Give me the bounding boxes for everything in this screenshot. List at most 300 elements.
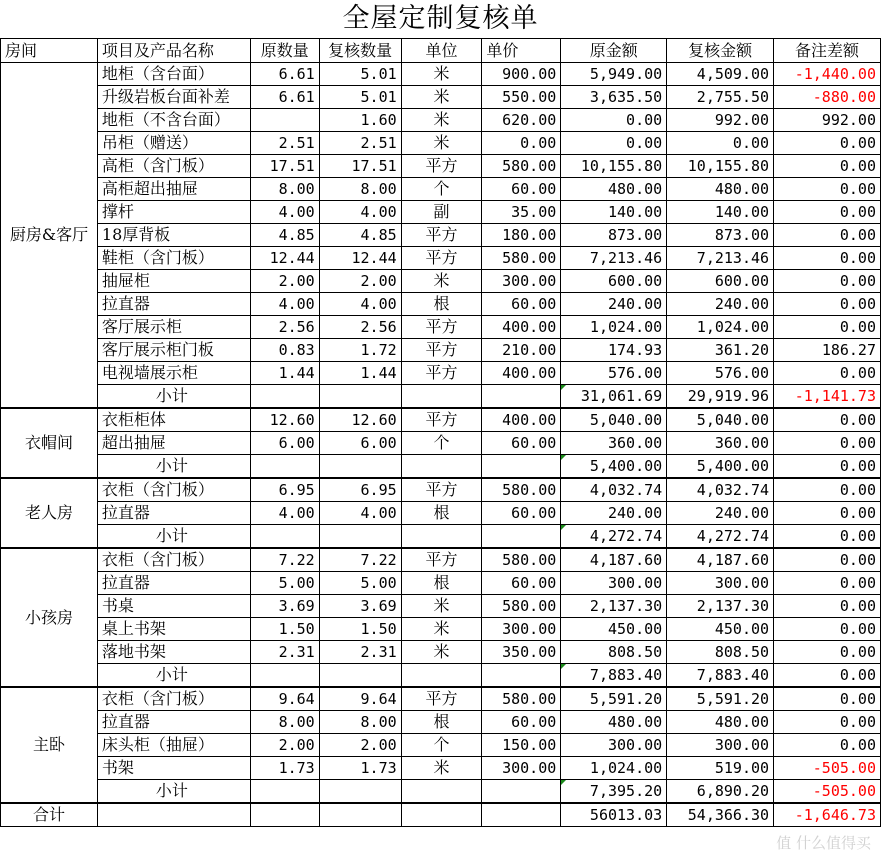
table-row (1, 316, 881, 339)
unit[interactable]: 平方 (401, 687, 482, 711)
diff-amount[interactable]: 0.00 (774, 734, 881, 757)
rev-qty[interactable]: 1.44 (319, 362, 401, 385)
unit-price[interactable]: 550.00 (482, 86, 561, 109)
formula-marker-icon (561, 385, 566, 390)
rev-amount[interactable]: 2,755.50 (667, 86, 774, 109)
empty-cell[interactable] (401, 780, 482, 804)
rev-amount[interactable]: 450.00 (667, 618, 774, 641)
table-row (1, 757, 881, 780)
orig-qty[interactable]: 3.69 (250, 595, 319, 618)
item-name[interactable]: 衣柜（含门板） (97, 687, 250, 711)
item-name[interactable]: 地柜（不含台面） (97, 109, 250, 132)
orig-qty[interactable]: 2.00 (250, 734, 319, 757)
header-cell: 原金额 (561, 39, 667, 63)
unit-price[interactable]: 180.00 (482, 224, 561, 247)
unit-price[interactable]: 60.00 (482, 432, 561, 455)
orig-amount[interactable]: 0.00 (561, 109, 667, 132)
rev-qty[interactable]: 12.60 (319, 408, 401, 432)
orig-amount[interactable]: 7,213.46 (561, 247, 667, 270)
unit[interactable]: 米 (401, 132, 482, 155)
diff-amount[interactable]: 0.00 (774, 641, 881, 664)
empty-cell[interactable] (401, 385, 482, 409)
diff-amount[interactable]: 0.00 (774, 595, 881, 618)
subtotal-label[interactable]: 小计 (97, 525, 250, 549)
empty-cell[interactable] (319, 525, 401, 549)
table-row (1, 687, 881, 711)
rev-amount[interactable]: 10,155.80 (667, 155, 774, 178)
orig-qty[interactable]: 6.61 (250, 86, 319, 109)
rev-qty[interactable]: 6.00 (319, 432, 401, 455)
unit-price[interactable]: 60.00 (482, 178, 561, 201)
orig-amount[interactable]: 1,024.00 (561, 316, 667, 339)
subtotal-rev[interactable]: 29,919.96 (667, 385, 774, 409)
table-row (1, 432, 881, 455)
subtotal-row (1, 780, 881, 804)
diff-amount[interactable]: 0.00 (774, 711, 881, 734)
orig-amount[interactable]: 480.00 (561, 711, 667, 734)
rev-amount[interactable]: 0.00 (667, 132, 774, 155)
rev-qty[interactable]: 3.69 (319, 595, 401, 618)
item-name[interactable]: 18厚背板 (97, 224, 250, 247)
subtotal-rev[interactable]: 7,883.40 (667, 664, 774, 688)
orig-qty[interactable]: 2.00 (250, 270, 319, 293)
subtotal-diff[interactable]: -1,141.73 (774, 385, 881, 409)
diff-amount[interactable]: -505.00 (774, 757, 881, 780)
orig-amount[interactable]: 5,591.20 (561, 687, 667, 711)
orig-qty[interactable]: 6.61 (250, 63, 319, 86)
diff-amount[interactable]: 0.00 (774, 155, 881, 178)
empty-cell[interactable] (482, 780, 561, 804)
rev-amount[interactable]: 240.00 (667, 293, 774, 316)
item-name[interactable]: 拉直器 (97, 572, 250, 595)
orig-amount[interactable]: 300.00 (561, 734, 667, 757)
item-name[interactable]: 高柜超出抽屉 (97, 178, 250, 201)
item-name[interactable]: 客厅展示柜 (97, 316, 250, 339)
subtotal-diff[interactable]: -505.00 (774, 780, 881, 804)
rev-amount[interactable]: 992.00 (667, 109, 774, 132)
orig-qty[interactable]: 2.56 (250, 316, 319, 339)
item-name[interactable]: 落地书架 (97, 641, 250, 664)
diff-amount[interactable]: 186.27 (774, 339, 881, 362)
unit-price[interactable]: 580.00 (482, 595, 561, 618)
subtotal-orig[interactable]: 7,883.40 (561, 664, 667, 688)
unit[interactable]: 米 (401, 270, 482, 293)
empty-cell[interactable] (319, 664, 401, 688)
rev-amount[interactable]: 7,213.46 (667, 247, 774, 270)
subtotal-rev[interactable]: 6,890.20 (667, 780, 774, 804)
unit-price[interactable]: 60.00 (482, 711, 561, 734)
empty-cell[interactable] (250, 525, 319, 549)
header-cell: 复核数量 (319, 39, 401, 63)
orig-amount[interactable]: 240.00 (561, 293, 667, 316)
orig-qty[interactable]: 4.00 (250, 293, 319, 316)
unit-price[interactable]: 580.00 (482, 478, 561, 502)
empty-cell[interactable] (401, 664, 482, 688)
diff-amount[interactable]: 0.00 (774, 293, 881, 316)
subtotal-diff[interactable]: 0.00 (774, 664, 881, 688)
rev-amount[interactable]: 300.00 (667, 572, 774, 595)
item-name[interactable]: 鞋柜（含门板） (97, 247, 250, 270)
orig-qty[interactable]: 8.00 (250, 178, 319, 201)
empty-cell[interactable] (401, 803, 482, 827)
rev-amount[interactable]: 4,509.00 (667, 63, 774, 86)
room-cell[interactable]: 小孩房 (1, 548, 98, 687)
empty-cell[interactable] (482, 385, 561, 409)
header-cell: 复核金额 (667, 39, 774, 63)
orig-qty[interactable]: 8.00 (250, 711, 319, 734)
unit[interactable]: 个 (401, 432, 482, 455)
table-row (1, 270, 881, 293)
empty-cell[interactable] (401, 525, 482, 549)
unit-price[interactable]: 580.00 (482, 247, 561, 270)
unit[interactable]: 根 (401, 502, 482, 525)
rev-qty[interactable]: 1.72 (319, 339, 401, 362)
room-cell[interactable]: 厨房&客厅 (1, 63, 98, 409)
subtotal-label[interactable]: 小计 (97, 780, 250, 804)
rev-qty[interactable]: 8.00 (319, 711, 401, 734)
orig-amount[interactable]: 808.50 (561, 641, 667, 664)
subtotal-diff[interactable]: 0.00 (774, 455, 881, 479)
orig-qty[interactable]: 1.73 (250, 757, 319, 780)
item-name[interactable]: 抽屉柜 (97, 270, 250, 293)
unit[interactable]: 米 (401, 86, 482, 109)
item-name[interactable]: 拉直器 (97, 293, 250, 316)
item-name[interactable]: 衣柜（含门板） (97, 548, 250, 572)
diff-amount[interactable]: 0.00 (774, 687, 881, 711)
orig-qty[interactable]: 2.31 (250, 641, 319, 664)
diff-amount[interactable]: 0.00 (774, 618, 881, 641)
table-row (1, 362, 881, 385)
orig-amount[interactable]: 0.00 (561, 132, 667, 155)
diff-amount[interactable]: 0.00 (774, 408, 881, 432)
rev-qty[interactable]: 8.00 (319, 178, 401, 201)
item-name[interactable]: 书桌 (97, 595, 250, 618)
rev-qty[interactable]: 5.01 (319, 63, 401, 86)
rev-amount[interactable]: 240.00 (667, 502, 774, 525)
table-row (1, 408, 881, 432)
header-cell: 单位 (401, 39, 482, 63)
room-cell[interactable]: 老人房 (1, 478, 98, 548)
empty-cell[interactable] (250, 803, 319, 827)
orig-amount[interactable]: 480.00 (561, 178, 667, 201)
orig-amount[interactable]: 300.00 (561, 572, 667, 595)
empty-cell[interactable] (401, 455, 482, 479)
table-row (1, 201, 881, 224)
unit[interactable]: 平方 (401, 339, 482, 362)
table-row (1, 711, 881, 734)
unit[interactable]: 米 (401, 109, 482, 132)
empty-cell[interactable] (319, 803, 401, 827)
rev-amount[interactable]: 519.00 (667, 757, 774, 780)
rev-amount[interactable]: 1,024.00 (667, 316, 774, 339)
orig-amount[interactable]: 140.00 (561, 201, 667, 224)
subtotal-label[interactable]: 小计 (97, 664, 250, 688)
item-name[interactable]: 床头柜（抽屉） (97, 734, 250, 757)
table-row (1, 734, 881, 757)
rev-qty[interactable]: 4.00 (319, 201, 401, 224)
orig-amount[interactable]: 3,635.50 (561, 86, 667, 109)
rev-amount[interactable]: 808.50 (667, 641, 774, 664)
total-row (1, 803, 881, 827)
unit[interactable]: 米 (401, 641, 482, 664)
item-name[interactable]: 升级岩板台面补差 (97, 86, 250, 109)
empty-cell[interactable] (482, 525, 561, 549)
subtotal-row (1, 385, 881, 409)
subtotal-orig[interactable]: 4,272.74 (561, 525, 667, 549)
unit-price[interactable]: 900.00 (482, 63, 561, 86)
item-name[interactable]: 客厅展示柜门板 (97, 339, 250, 362)
rev-qty[interactable]: 7.22 (319, 548, 401, 572)
table-row (1, 224, 881, 247)
room-cell[interactable]: 主卧 (1, 687, 98, 803)
orig-amount[interactable]: 1,024.00 (561, 757, 667, 780)
empty-cell[interactable] (97, 803, 250, 827)
empty-cell[interactable] (319, 385, 401, 409)
rev-amount[interactable]: 140.00 (667, 201, 774, 224)
diff-amount[interactable]: 0.00 (774, 270, 881, 293)
rev-amount[interactable]: 360.00 (667, 432, 774, 455)
empty-cell[interactable] (482, 455, 561, 479)
orig-amount[interactable]: 360.00 (561, 432, 667, 455)
orig-qty[interactable] (250, 109, 319, 132)
subtotal-rev[interactable]: 5,400.00 (667, 455, 774, 479)
subtotal-row (1, 455, 881, 479)
rev-qty[interactable]: 2.00 (319, 270, 401, 293)
rev-qty[interactable]: 12.44 (319, 247, 401, 270)
subtotal-orig[interactable]: 31,061.69 (561, 385, 667, 409)
orig-qty[interactable]: 4.00 (250, 201, 319, 224)
unit-price[interactable]: 350.00 (482, 641, 561, 664)
diff-amount[interactable]: 992.00 (774, 109, 881, 132)
rev-amount[interactable]: 576.00 (667, 362, 774, 385)
rev-qty[interactable]: 1.60 (319, 109, 401, 132)
diff-amount[interactable]: 0.00 (774, 316, 881, 339)
orig-amount[interactable]: 450.00 (561, 618, 667, 641)
orig-qty[interactable]: 9.64 (250, 687, 319, 711)
orig-amount[interactable]: 240.00 (561, 502, 667, 525)
subtotal-orig[interactable]: 5,400.00 (561, 455, 667, 479)
unit[interactable]: 根 (401, 293, 482, 316)
orig-amount[interactable]: 174.93 (561, 339, 667, 362)
header-cell: 房间 (1, 39, 98, 63)
unit[interactable]: 米 (401, 757, 482, 780)
diff-amount[interactable]: 0.00 (774, 178, 881, 201)
table-row (1, 109, 881, 132)
rev-amount[interactable]: 5,040.00 (667, 408, 774, 432)
orig-qty[interactable]: 2.51 (250, 132, 319, 155)
rev-qty[interactable]: 4.00 (319, 502, 401, 525)
subtotal-label[interactable]: 小计 (97, 455, 250, 479)
unit[interactable]: 平方 (401, 362, 482, 385)
diff-amount[interactable]: 0.00 (774, 478, 881, 502)
unit[interactable]: 米 (401, 63, 482, 86)
unit-price[interactable]: 300.00 (482, 757, 561, 780)
item-name[interactable]: 书架 (97, 757, 250, 780)
unit-price[interactable]: 400.00 (482, 362, 561, 385)
unit-price[interactable]: 400.00 (482, 408, 561, 432)
subtotal-rev[interactable]: 4,272.74 (667, 525, 774, 549)
orig-amount[interactable]: 4,187.60 (561, 548, 667, 572)
diff-amount[interactable]: 0.00 (774, 362, 881, 385)
empty-cell[interactable] (250, 780, 319, 804)
orig-qty[interactable]: 1.50 (250, 618, 319, 641)
unit-price[interactable]: 620.00 (482, 109, 561, 132)
unit[interactable]: 平方 (401, 478, 482, 502)
diff-amount[interactable]: 0.00 (774, 201, 881, 224)
unit-price[interactable]: 60.00 (482, 572, 561, 595)
rev-amount[interactable]: 600.00 (667, 270, 774, 293)
rev-qty[interactable]: 1.73 (319, 757, 401, 780)
orig-qty[interactable]: 4.85 (250, 224, 319, 247)
subtotal-orig[interactable]: 7,395.20 (561, 780, 667, 804)
empty-cell[interactable] (482, 803, 561, 827)
item-name[interactable]: 高柜（含门板） (97, 155, 250, 178)
empty-cell[interactable] (250, 664, 319, 688)
diff-amount[interactable]: 0.00 (774, 247, 881, 270)
unit-price[interactable]: 150.00 (482, 734, 561, 757)
orig-amount[interactable]: 5,040.00 (561, 408, 667, 432)
rev-qty[interactable]: 2.56 (319, 316, 401, 339)
rev-qty[interactable]: 5.01 (319, 86, 401, 109)
rev-qty[interactable]: 2.31 (319, 641, 401, 664)
table-row (1, 478, 881, 502)
diff-amount[interactable]: 0.00 (774, 572, 881, 595)
orig-qty[interactable]: 4.00 (250, 502, 319, 525)
orig-amount[interactable]: 576.00 (561, 362, 667, 385)
orig-qty[interactable]: 12.60 (250, 408, 319, 432)
unit[interactable]: 个 (401, 734, 482, 757)
unit[interactable]: 根 (401, 711, 482, 734)
orig-qty[interactable]: 6.00 (250, 432, 319, 455)
table-row (1, 618, 881, 641)
rev-amount[interactable]: 300.00 (667, 734, 774, 757)
table-body (1, 39, 881, 827)
item-name[interactable]: 吊柜（赠送） (97, 132, 250, 155)
empty-cell[interactable] (319, 780, 401, 804)
unit-price[interactable]: 60.00 (482, 502, 561, 525)
unit-price[interactable]: 300.00 (482, 618, 561, 641)
unit[interactable]: 平方 (401, 408, 482, 432)
table-row (1, 502, 881, 525)
review-table (0, 38, 881, 827)
empty-cell[interactable] (482, 664, 561, 688)
rev-qty[interactable]: 1.50 (319, 618, 401, 641)
item-name[interactable]: 撑杆 (97, 201, 250, 224)
orig-qty[interactable]: 1.44 (250, 362, 319, 385)
item-name[interactable]: 电视墙展示柜 (97, 362, 250, 385)
rev-amount[interactable]: 480.00 (667, 711, 774, 734)
unit-price[interactable]: 0.00 (482, 132, 561, 155)
unit[interactable]: 米 (401, 618, 482, 641)
diff-amount[interactable]: 0.00 (774, 548, 881, 572)
rev-qty[interactable]: 4.00 (319, 293, 401, 316)
subtotal-diff[interactable]: 0.00 (774, 525, 881, 549)
rev-qty[interactable]: 5.00 (319, 572, 401, 595)
orig-qty[interactable]: 12.44 (250, 247, 319, 270)
diff-amount[interactable]: -1,440.00 (774, 63, 881, 86)
total-diff[interactable]: -1,646.73 (774, 803, 881, 827)
unit[interactable]: 平方 (401, 155, 482, 178)
empty-cell[interactable] (250, 385, 319, 409)
unit-price[interactable]: 35.00 (482, 201, 561, 224)
item-name[interactable]: 桌上书架 (97, 618, 250, 641)
rev-qty[interactable]: 4.85 (319, 224, 401, 247)
item-name[interactable]: 超出抽屉 (97, 432, 250, 455)
unit[interactable]: 个 (401, 178, 482, 201)
empty-cell[interactable] (319, 455, 401, 479)
unit-price[interactable]: 580.00 (482, 155, 561, 178)
unit[interactable]: 平方 (401, 316, 482, 339)
unit-price[interactable]: 400.00 (482, 316, 561, 339)
orig-amount[interactable]: 10,155.80 (561, 155, 667, 178)
item-name[interactable]: 地柜（含台面） (97, 63, 250, 86)
item-name[interactable]: 衣柜柜体 (97, 408, 250, 432)
orig-qty[interactable]: 0.83 (250, 339, 319, 362)
table-row (1, 63, 881, 86)
unit-price[interactable]: 210.00 (482, 339, 561, 362)
diff-amount[interactable]: 0.00 (774, 132, 881, 155)
total-label[interactable]: 合计 (1, 803, 98, 827)
orig-amount[interactable]: 2,137.30 (561, 595, 667, 618)
rev-qty[interactable]: 2.00 (319, 734, 401, 757)
diff-amount[interactable]: 0.00 (774, 224, 881, 247)
unit-price[interactable]: 580.00 (482, 687, 561, 711)
rev-amount[interactable]: 480.00 (667, 178, 774, 201)
orig-amount[interactable]: 873.00 (561, 224, 667, 247)
orig-qty[interactable]: 6.95 (250, 478, 319, 502)
rev-qty[interactable]: 6.95 (319, 478, 401, 502)
unit[interactable]: 平方 (401, 247, 482, 270)
item-name[interactable]: 拉直器 (97, 502, 250, 525)
empty-cell[interactable] (250, 455, 319, 479)
rev-amount[interactable]: 361.20 (667, 339, 774, 362)
unit[interactable]: 根 (401, 572, 482, 595)
orig-amount[interactable]: 4,032.74 (561, 478, 667, 502)
rev-amount[interactable]: 4,187.60 (667, 548, 774, 572)
unit-price[interactable]: 60.00 (482, 293, 561, 316)
unit-price[interactable]: 580.00 (482, 548, 561, 572)
rev-amount[interactable]: 873.00 (667, 224, 774, 247)
rev-amount[interactable]: 5,591.20 (667, 687, 774, 711)
table-row (1, 247, 881, 270)
unit-price[interactable]: 300.00 (482, 270, 561, 293)
orig-qty[interactable]: 17.51 (250, 155, 319, 178)
item-name[interactable]: 拉直器 (97, 711, 250, 734)
table-row (1, 641, 881, 664)
rev-qty[interactable]: 17.51 (319, 155, 401, 178)
rev-amount[interactable]: 2,137.30 (667, 595, 774, 618)
unit[interactable]: 副 (401, 201, 482, 224)
diff-amount[interactable]: -880.00 (774, 86, 881, 109)
room-cell[interactable]: 衣帽间 (1, 408, 98, 478)
rev-amount[interactable]: 4,032.74 (667, 478, 774, 502)
diff-amount[interactable]: 0.00 (774, 502, 881, 525)
subtotal-label[interactable]: 小计 (97, 385, 250, 409)
item-name[interactable]: 衣柜（含门板） (97, 478, 250, 502)
rev-qty[interactable]: 9.64 (319, 687, 401, 711)
unit[interactable]: 米 (401, 595, 482, 618)
total-orig[interactable]: 56013.03 (561, 803, 667, 827)
unit[interactable]: 平方 (401, 224, 482, 247)
total-rev[interactable]: 54,366.30 (667, 803, 774, 827)
orig-amount[interactable]: 5,949.00 (561, 63, 667, 86)
unit[interactable]: 平方 (401, 548, 482, 572)
diff-amount[interactable]: 0.00 (774, 432, 881, 455)
orig-qty[interactable]: 5.00 (250, 572, 319, 595)
orig-qty[interactable]: 7.22 (250, 548, 319, 572)
rev-qty[interactable]: 2.51 (319, 132, 401, 155)
orig-amount[interactable]: 600.00 (561, 270, 667, 293)
